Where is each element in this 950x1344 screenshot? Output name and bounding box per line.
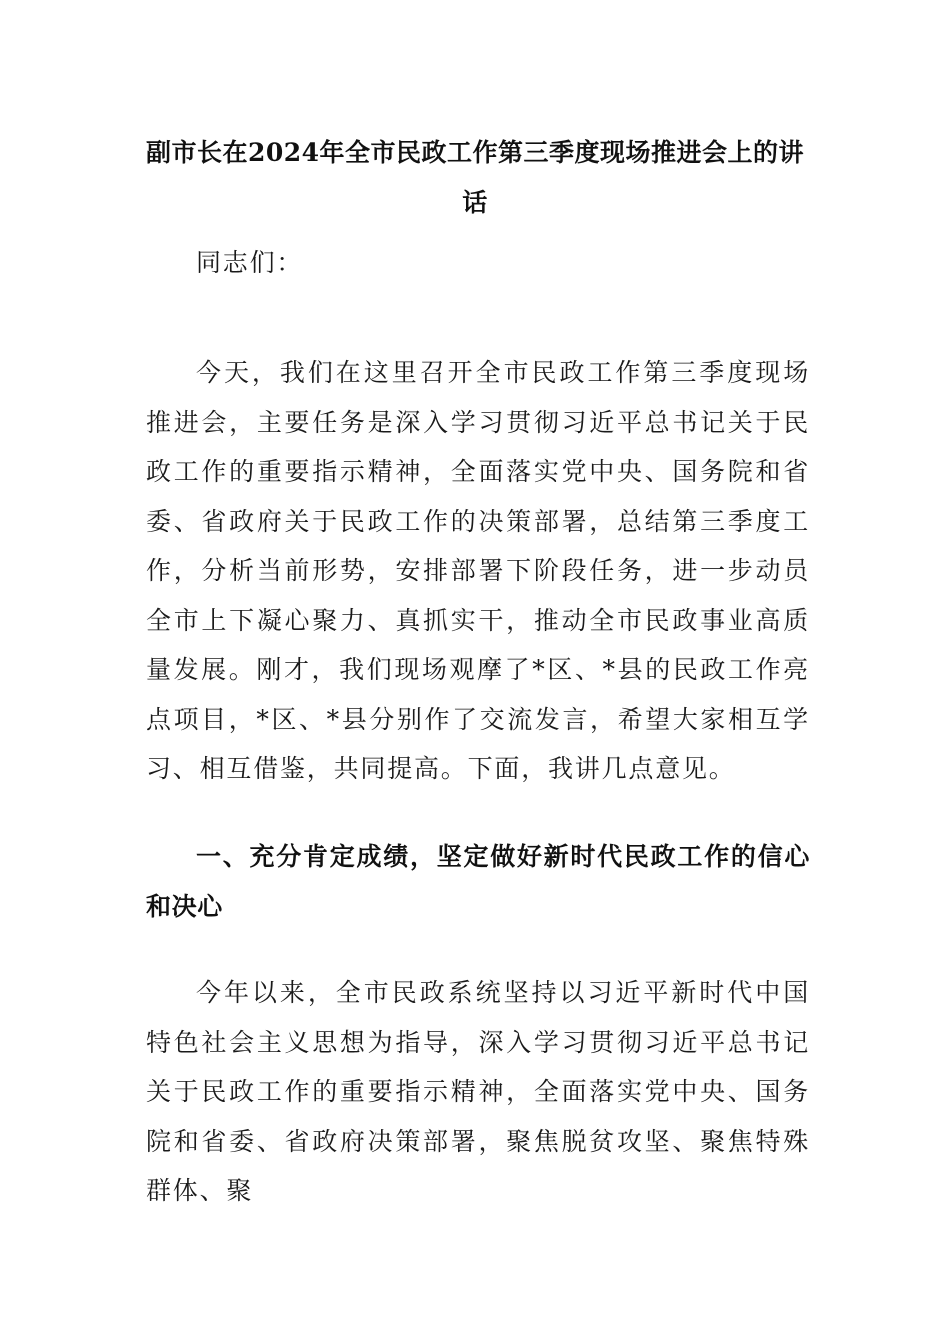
greeting: 同志们：	[196, 248, 304, 277]
section-1-heading: 一、充分肯定成绩，坚定做好新时代民政工作的信心和决心	[146, 842, 810, 921]
document-title: 副市长在2024年全市民政工作第三季度现场推进会上的讲话	[145, 138, 805, 217]
section-1-paragraph: 今年以来，全市民政系统坚持以习近平新时代中国特色社会主义思想为指导，深入学习贯彻习近平总书记关于民政工作的重要指示精神，全面落实党中央、国务院和省委、省政府决策部署，聚焦脱贫攻坚、聚焦特殊群体、聚	[146, 978, 810, 1205]
opening-paragraph: 今天，我们在这里召开全市民政工作第三季度现场推进会，主要任务是深入学习贯彻习近平总书记关于民政工作的重要指示精神，全面落实党中央、国务院和省委、省政府关于民政工作的决策部署，总结第三季度工作，分析当前形势，安排部署下阶段任务，进一步动员全市上下凝心聚力、真抓实干，推动全市民政事业高质量发展。刚才，我们现场观摩了*区、*县的民政工作亮点项目，*区、*县分别作了交流发言，希望大家相互学习、相互借鉴，共同提高。下面，我讲几点意见。	[146, 358, 810, 783]
